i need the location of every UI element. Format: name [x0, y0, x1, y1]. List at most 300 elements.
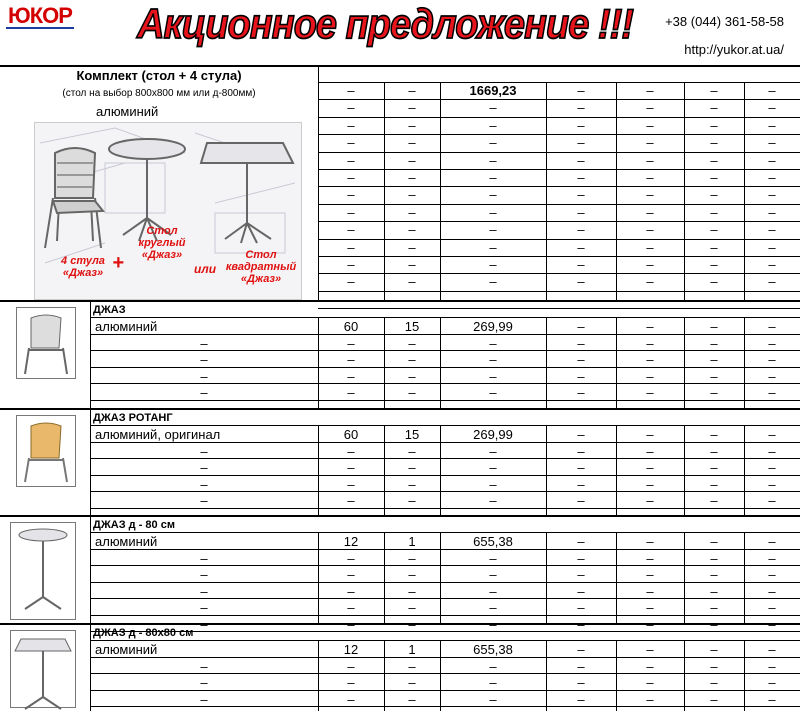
dash-cell: – — [710, 352, 718, 367]
kit-subtitle: (стол на выбор 800х800 мм или д-800мм) — [62, 88, 256, 99]
dash-cell: – — [710, 534, 718, 549]
section-divider — [0, 623, 800, 625]
dash-cell: – — [489, 257, 497, 272]
dash-cell: – — [408, 187, 416, 202]
dash-cell: – — [768, 319, 776, 334]
dash-cell: – — [200, 385, 208, 400]
dash-cell: – — [710, 135, 718, 150]
dash-cell: – — [710, 477, 718, 492]
dash-cell: – — [710, 118, 718, 133]
dash-cell: – — [408, 551, 416, 566]
dash-cell: – — [768, 274, 776, 289]
dash-cell: – — [768, 118, 776, 133]
dash-cell: – — [347, 170, 355, 185]
dash-cell — [616, 618, 684, 632]
chair-illustration — [45, 148, 103, 248]
dash-cell: – — [489, 187, 497, 202]
dash-cell: – — [347, 153, 355, 168]
dash-cell: – — [768, 240, 776, 255]
dash-cell: – — [768, 336, 776, 351]
product-price: 269,99 — [473, 319, 513, 334]
dash-cell: – — [347, 584, 355, 599]
round-table-icon — [11, 523, 75, 613]
dash-cell — [546, 618, 616, 632]
product-material: алюминий, оригинал — [95, 427, 221, 442]
dash-cell: – — [489, 336, 497, 351]
dash-cell: – — [408, 567, 416, 582]
dash-cell: – — [347, 385, 355, 400]
dash-cell: – — [768, 584, 776, 599]
grid-line — [90, 400, 800, 401]
dash-cell: – — [489, 493, 497, 508]
dash-cell: – — [646, 659, 654, 674]
dash-cell: – — [489, 222, 497, 237]
dash-cell: – — [768, 642, 776, 657]
dash-cell: – — [768, 600, 776, 615]
dash-cell: – — [577, 551, 585, 566]
dash-cell: – — [489, 352, 497, 367]
dash-cell: – — [577, 257, 585, 272]
dash-cell: – — [646, 584, 654, 599]
dash-cell: – — [710, 257, 718, 272]
section-divider — [0, 515, 800, 517]
dash-cell: – — [577, 118, 585, 133]
dash-cell: – — [347, 444, 355, 459]
dash-cell: – — [646, 187, 654, 202]
dash-cell: – — [577, 444, 585, 459]
dash-cell: – — [489, 205, 497, 220]
grid-line — [318, 256, 800, 257]
dash-cell: – — [408, 100, 416, 115]
grid-line — [90, 549, 800, 550]
product-price: 655,38 — [473, 534, 513, 549]
dash-cell: – — [408, 336, 416, 351]
product-photo — [16, 415, 76, 487]
dash-cell: – — [768, 427, 776, 442]
dash-cell: – — [710, 187, 718, 202]
dash-cell: – — [408, 205, 416, 220]
dash-cell: – — [347, 600, 355, 615]
dash-cell: – — [489, 460, 497, 475]
rattan-chair-icon — [17, 416, 75, 486]
dash-cell: – — [347, 336, 355, 351]
grid-line — [90, 475, 800, 476]
grid-line — [318, 134, 800, 135]
dash-cell: – — [408, 444, 416, 459]
dash-cell: – — [577, 584, 585, 599]
dash-cell: – — [646, 600, 654, 615]
dash-cell: – — [646, 336, 654, 351]
dash-cell — [440, 618, 546, 632]
product-name: ДЖАЗ д - 80х80 см — [93, 627, 194, 639]
dash-cell: – — [710, 427, 718, 442]
section-divider — [0, 300, 800, 302]
dash-cell: – — [577, 153, 585, 168]
dash-cell: – — [347, 222, 355, 237]
dash-cell — [744, 618, 800, 632]
dash-cell: – — [577, 659, 585, 674]
grid-line — [318, 82, 800, 83]
dash-cell: – — [646, 567, 654, 582]
dash-cell: – — [710, 551, 718, 566]
grid-line — [90, 615, 800, 616]
dash-cell: – — [710, 369, 718, 384]
dash-cell: – — [646, 551, 654, 566]
dash-cell: – — [408, 257, 416, 272]
dash-cell: – — [768, 493, 776, 508]
dash-cell: – — [710, 567, 718, 582]
grid-line — [318, 152, 800, 153]
dash-cell: – — [577, 369, 585, 384]
dash-cell: – — [710, 659, 718, 674]
dash-cell: – — [577, 187, 585, 202]
dash-cell: – — [646, 257, 654, 272]
product-name: ДЖАЗ — [93, 304, 126, 316]
grid-line — [318, 291, 800, 292]
dash-cell: – — [646, 477, 654, 492]
dash-cell: – — [768, 222, 776, 237]
dash-cell: – — [347, 692, 355, 707]
dash-cell: – — [408, 600, 416, 615]
dash-cell: – — [768, 551, 776, 566]
dash-cell: – — [489, 369, 497, 384]
dash-cell: – — [489, 675, 497, 690]
product-price: 269,99 — [473, 427, 513, 442]
dash-cell: – — [489, 444, 497, 459]
dash-cell: – — [577, 493, 585, 508]
dash-cell: – — [646, 274, 654, 289]
dash-cell: – — [347, 477, 355, 492]
dash-cell: – — [408, 118, 416, 133]
company-logo: ЮКОР — [8, 3, 72, 28]
grid-line — [318, 308, 800, 309]
site-url[interactable]: http://yukor.at.ua/ — [684, 42, 784, 57]
dash-cell: – — [347, 460, 355, 475]
dash-cell: – — [768, 83, 776, 98]
dash-cell: – — [710, 153, 718, 168]
dash-cell — [318, 618, 384, 632]
caption-square-table: Стол квадратный «Джаз» — [225, 249, 297, 285]
kit-photo — [34, 122, 302, 300]
square-table-icon — [11, 631, 75, 711]
dash-cell: – — [200, 659, 208, 674]
dash-cell: – — [408, 692, 416, 707]
dash-cell: – — [489, 551, 497, 566]
grid-line — [90, 317, 800, 318]
dash-cell: – — [408, 493, 416, 508]
dash-cell: – — [347, 118, 355, 133]
dash-cell — [384, 618, 440, 632]
dash-cell: – — [710, 385, 718, 400]
product-count: 15 — [404, 427, 420, 442]
dash-cell: – — [347, 675, 355, 690]
dash-cell: – — [710, 319, 718, 334]
dash-cell: – — [347, 551, 355, 566]
product-material: алюминий — [95, 319, 158, 334]
dash-cell: – — [489, 170, 497, 185]
dash-cell: – — [710, 83, 718, 98]
dash-cell: – — [347, 135, 355, 150]
dash-cell: – — [768, 205, 776, 220]
dash-cell: – — [200, 493, 208, 508]
dash-cell: – — [577, 477, 585, 492]
dash-cell: – — [408, 675, 416, 690]
caption-or: или — [193, 262, 217, 276]
dash-cell: – — [646, 427, 654, 442]
grid-line — [90, 367, 800, 368]
dash-cell: – — [408, 153, 416, 168]
dash-cell: – — [577, 205, 585, 220]
dash-cell: – — [646, 460, 654, 475]
dash-cell: – — [768, 352, 776, 367]
dash-cell: – — [577, 222, 585, 237]
dash-cell: – — [577, 83, 585, 98]
chair-icon — [17, 308, 75, 378]
dash-cell: – — [408, 385, 416, 400]
grid-line — [318, 117, 800, 118]
dash-cell: – — [646, 319, 654, 334]
dash-cell: – — [646, 100, 654, 115]
product-photo — [16, 307, 76, 379]
dash-cell: – — [489, 240, 497, 255]
dash-cell: – — [408, 659, 416, 674]
dash-cell: – — [577, 567, 585, 582]
dash-cell: – — [200, 600, 208, 615]
grid-line — [318, 99, 800, 100]
dash-cell: – — [768, 567, 776, 582]
grid-line — [90, 532, 800, 533]
dash-cell: – — [577, 534, 585, 549]
dash-cell: – — [646, 385, 654, 400]
dash-cell: – — [408, 352, 416, 367]
product-material: алюминий — [95, 642, 158, 657]
grid-line — [90, 442, 800, 443]
grid-line — [90, 640, 800, 641]
dash-cell: – — [768, 100, 776, 115]
grid-line — [90, 582, 800, 583]
dash-cell: – — [710, 205, 718, 220]
dash-cell: – — [577, 642, 585, 657]
dash-cell: – — [347, 257, 355, 272]
dash-cell: – — [646, 675, 654, 690]
dash-cell: – — [768, 444, 776, 459]
dash-cell: – — [577, 240, 585, 255]
dash-cell: – — [710, 274, 718, 289]
dash-cell: – — [577, 135, 585, 150]
dash-cell: – — [646, 493, 654, 508]
dash-cell: – — [646, 170, 654, 185]
dash-cell: – — [768, 477, 776, 492]
dash-cell: – — [408, 222, 416, 237]
product-qty: 12 — [343, 642, 359, 657]
dash-cell: – — [347, 240, 355, 255]
dash-cell: – — [646, 240, 654, 255]
dash-cell: – — [347, 274, 355, 289]
dash-cell: – — [577, 692, 585, 707]
dash-cell: – — [768, 135, 776, 150]
dash-cell: – — [768, 675, 776, 690]
dash-cell: – — [347, 83, 355, 98]
dash-cell: – — [347, 567, 355, 582]
dash-cell: – — [646, 118, 654, 133]
dash-cell: – — [489, 135, 497, 150]
dash-cell: – — [710, 444, 718, 459]
dash-cell: – — [577, 385, 585, 400]
dash-cell: – — [577, 352, 585, 367]
dash-cell: – — [646, 153, 654, 168]
caption-plus: + — [112, 252, 124, 274]
promo-banner: Акционное предложение !!! — [137, 1, 633, 49]
product-material: алюминий — [95, 534, 158, 549]
dash-cell: – — [408, 135, 416, 150]
dash-cell: – — [646, 352, 654, 367]
section-divider — [0, 65, 800, 67]
dash-cell: – — [646, 222, 654, 237]
dash-cell: – — [408, 477, 416, 492]
dash-cell: – — [768, 385, 776, 400]
dash-cell: – — [200, 675, 208, 690]
grid-line — [90, 425, 800, 426]
product-count: 1 — [408, 534, 416, 549]
dash-cell: – — [200, 584, 208, 599]
dash-cell: – — [200, 567, 208, 582]
dash-cell: – — [347, 352, 355, 367]
dash-cell: – — [489, 692, 497, 707]
dash-cell: – — [408, 369, 416, 384]
dash-cell: – — [347, 659, 355, 674]
kit-price: 1669,23 — [469, 83, 517, 98]
dash-cell: – — [710, 222, 718, 237]
dash-cell: – — [768, 460, 776, 475]
dash-cell: – — [489, 659, 497, 674]
kit-material: алюминий — [96, 104, 159, 119]
dash-cell: – — [408, 170, 416, 185]
dash-cell: – — [347, 187, 355, 202]
dash-cell: – — [768, 170, 776, 185]
dash-cell: – — [489, 477, 497, 492]
dash-cell: – — [710, 493, 718, 508]
product-photo — [10, 630, 76, 708]
dash-cell: – — [768, 692, 776, 707]
dash-cell: – — [489, 153, 497, 168]
dash-cell: – — [710, 584, 718, 599]
dash-cell: – — [347, 369, 355, 384]
grid-line — [318, 221, 800, 222]
grid-line — [318, 239, 800, 240]
dash-cell: – — [768, 659, 776, 674]
dash-cell: – — [408, 460, 416, 475]
dash-cell: – — [577, 336, 585, 351]
dash-cell: – — [200, 551, 208, 566]
product-qty: 60 — [343, 319, 359, 334]
page-header — [0, 0, 800, 65]
dash-cell: – — [646, 205, 654, 220]
dash-cell: – — [768, 187, 776, 202]
dash-cell: – — [347, 493, 355, 508]
dash-cell: – — [577, 100, 585, 115]
grid-line — [90, 690, 800, 691]
dash-cell: – — [646, 369, 654, 384]
dash-cell: – — [577, 675, 585, 690]
dash-cell: – — [577, 427, 585, 442]
dash-cell: – — [710, 170, 718, 185]
grid-line — [318, 186, 800, 187]
dash-cell: – — [710, 240, 718, 255]
dash-cell: – — [646, 692, 654, 707]
grid-line — [318, 204, 800, 205]
product-name: ДЖАЗ РОТАНГ — [93, 412, 173, 424]
dash-cell: – — [646, 444, 654, 459]
dash-cell: – — [489, 567, 497, 582]
dash-cell: – — [646, 534, 654, 549]
dash-cell: – — [489, 100, 497, 115]
kit-title: Комплект (стол + 4 стула) — [76, 68, 242, 83]
product-count: 1 — [408, 642, 416, 657]
dash-cell: – — [646, 642, 654, 657]
dash-cell: – — [200, 477, 208, 492]
product-name: ДЖАЗ д - 80 см — [93, 519, 175, 531]
dash-cell: – — [200, 336, 208, 351]
dash-cell: – — [710, 692, 718, 707]
dash-cell: – — [768, 369, 776, 384]
dash-cell: – — [200, 352, 208, 367]
dash-cell: – — [768, 153, 776, 168]
grid-line — [318, 273, 800, 274]
dash-cell: – — [710, 600, 718, 615]
dash-cell: – — [489, 385, 497, 400]
dash-cell: – — [347, 205, 355, 220]
dash-cell: – — [200, 460, 208, 475]
grid-line — [90, 657, 800, 658]
dash-cell — [684, 618, 744, 632]
section-divider — [0, 408, 800, 410]
grid-line — [90, 334, 800, 335]
dash-cell: – — [408, 83, 416, 98]
dash-cell: – — [408, 274, 416, 289]
caption-round-table: Стол круглый «Джаз» — [138, 225, 186, 261]
dash-cell: – — [577, 460, 585, 475]
dash-cell: – — [577, 319, 585, 334]
grid-line — [90, 508, 800, 509]
dash-cell: – — [200, 369, 208, 384]
dash-cell: – — [768, 257, 776, 272]
dash-cell: – — [347, 100, 355, 115]
product-price: 655,38 — [473, 642, 513, 657]
dash-cell: – — [489, 274, 497, 289]
dash-cell: – — [768, 534, 776, 549]
product-qty: 60 — [343, 427, 359, 442]
dash-cell: – — [489, 600, 497, 615]
caption-chairs: 4 стула «Джаз» — [61, 255, 105, 279]
grid-line — [318, 169, 800, 170]
dash-cell: – — [577, 600, 585, 615]
product-count: 15 — [404, 319, 420, 334]
phone-number: +38 (044) 361-58-58 — [665, 14, 784, 29]
product-qty: 12 — [343, 534, 359, 549]
dash-cell: – — [710, 675, 718, 690]
dash-cell: – — [710, 460, 718, 475]
dash-cell: – — [200, 692, 208, 707]
dash-cell: – — [710, 642, 718, 657]
product-photo — [10, 522, 76, 620]
dash-cell: – — [646, 83, 654, 98]
dash-cell: – — [577, 274, 585, 289]
dash-cell: – — [408, 584, 416, 599]
dash-cell: – — [577, 170, 585, 185]
dash-cell: – — [710, 100, 718, 115]
dash-cell: – — [489, 118, 497, 133]
dash-cell: – — [646, 135, 654, 150]
